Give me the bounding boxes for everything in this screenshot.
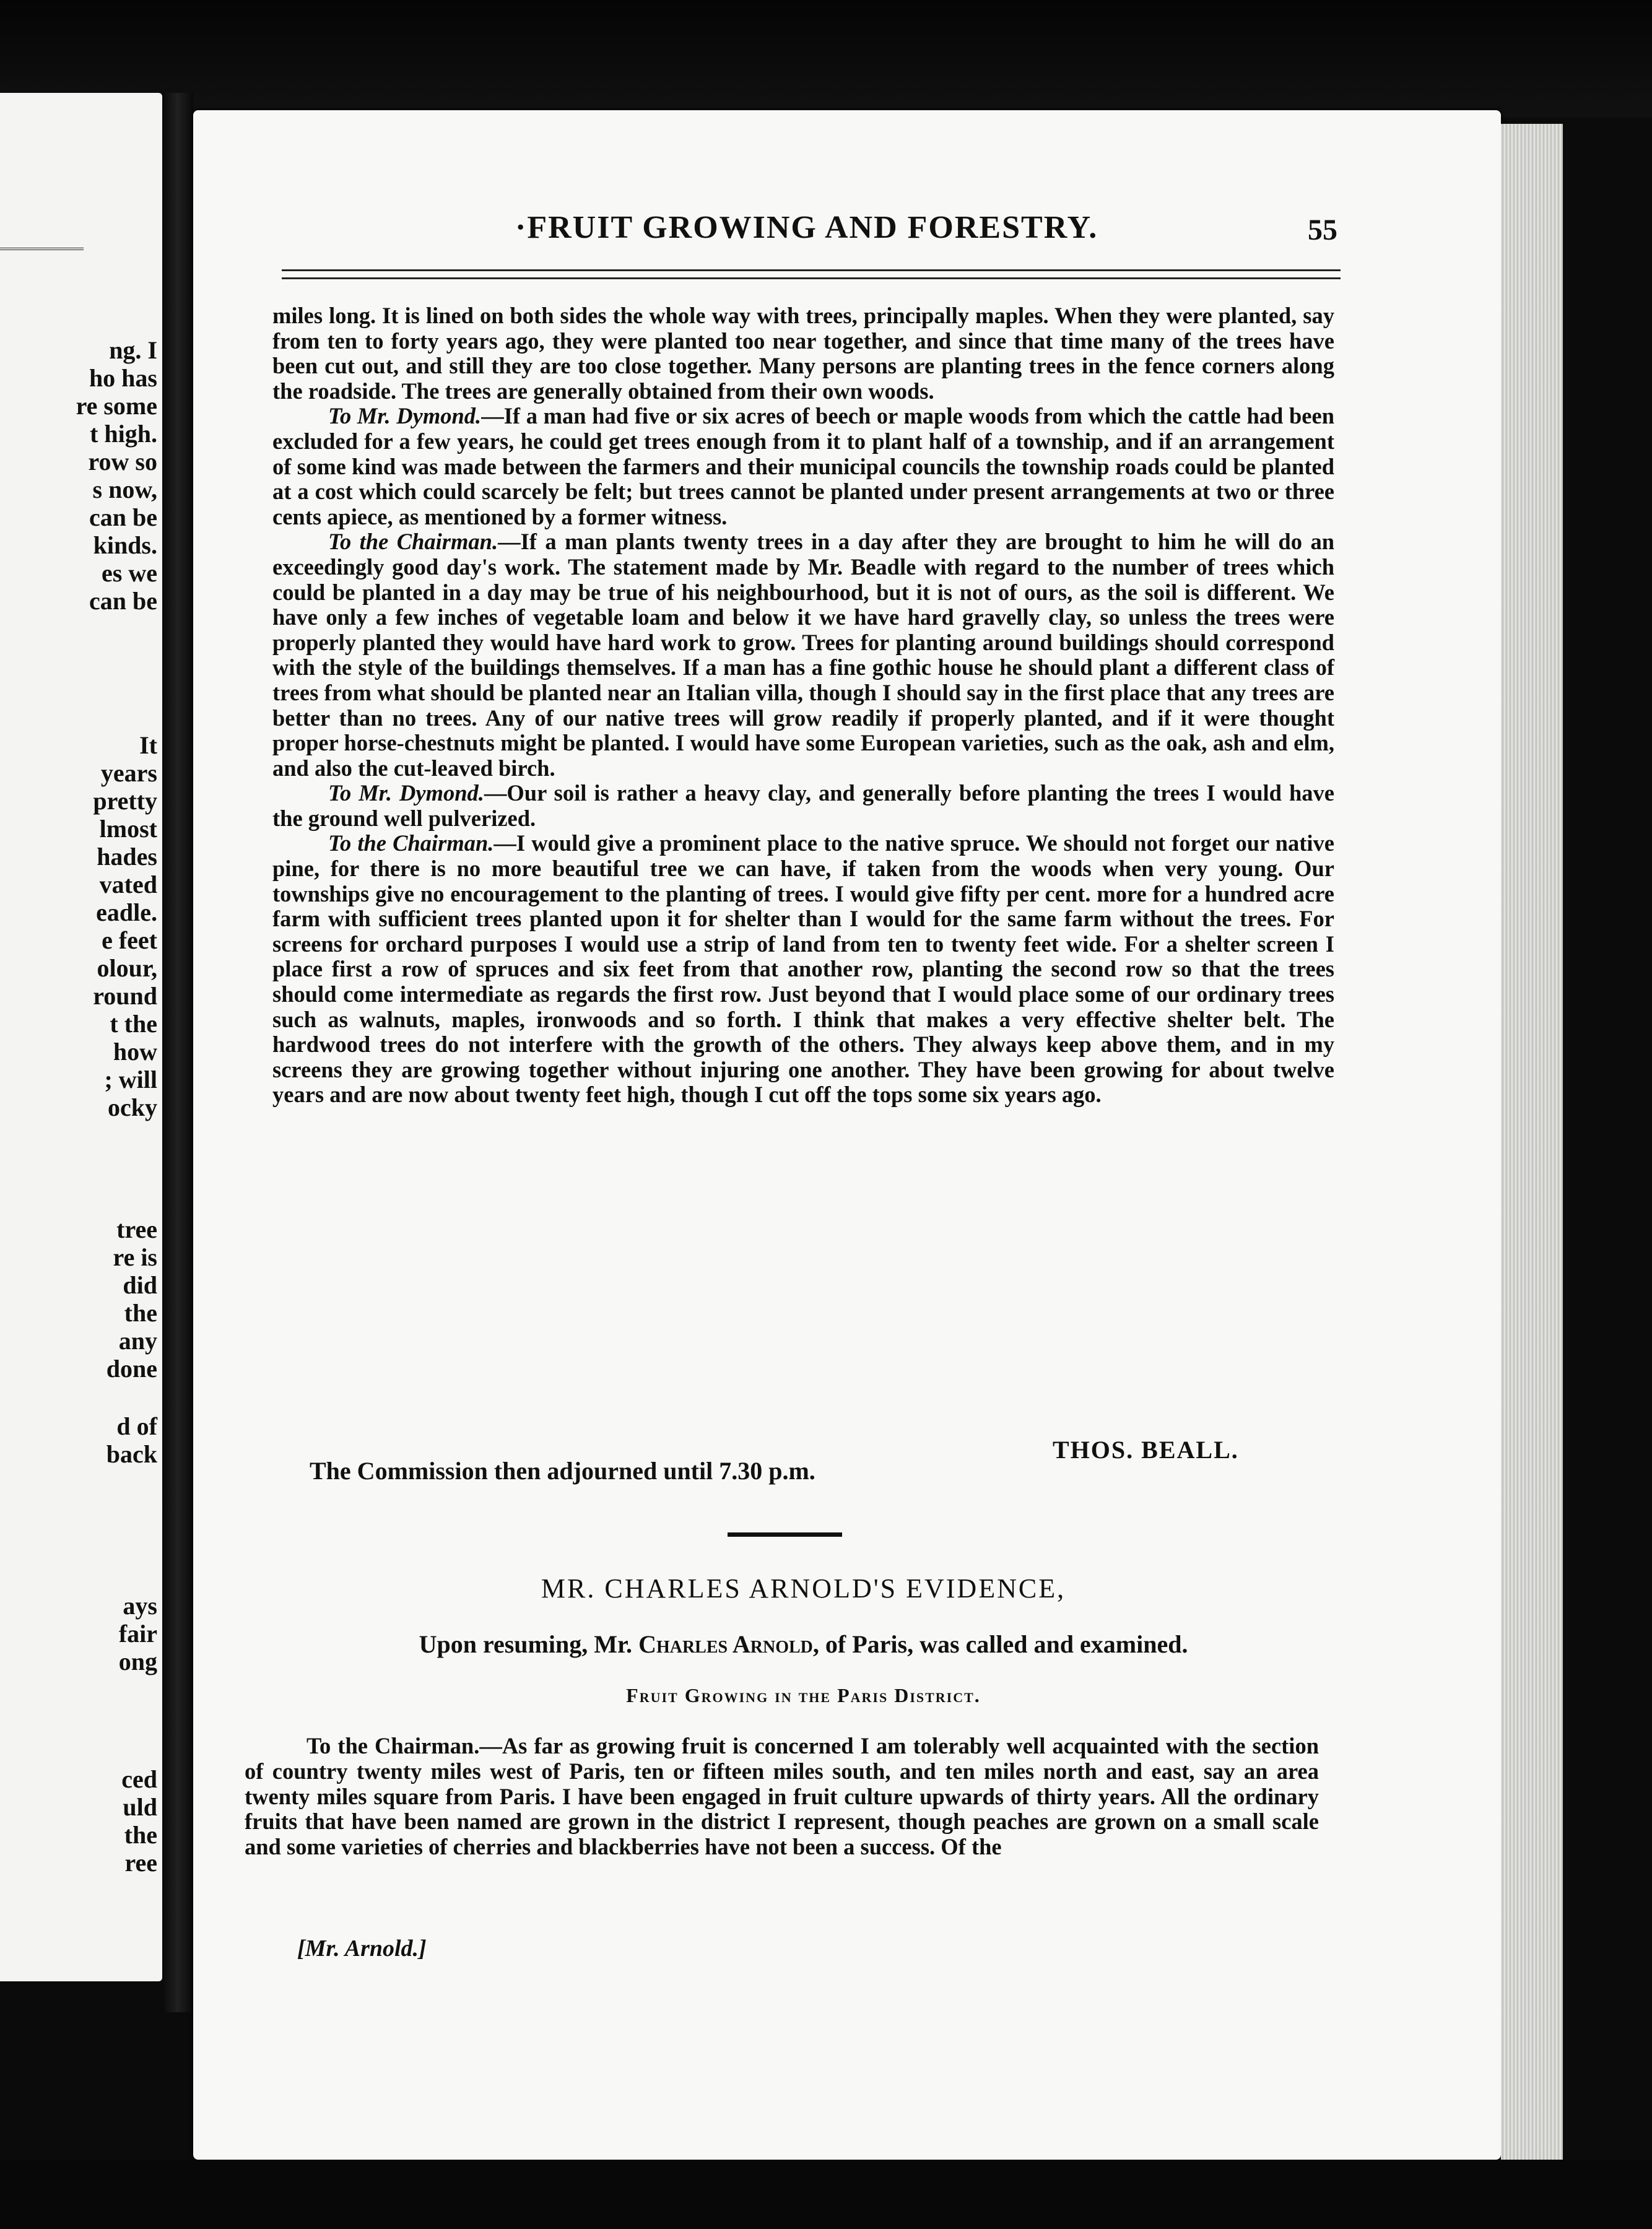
left-line: round: [93, 982, 157, 1010]
paragraph-text: —As far as growing fruit is concerned I am tolerably well acquainted with the section of country twenty miles west of Paris, ten or fifteen miles south, and ten miles north and east, say an area twenty miles square from Paris. I have been engaged in fruit culture upwards of thirty years. All the ordinary fruits that have been named are grown in the district I represent, though peaches are grown on a small scale and some varieties of cherries and blackberries have not been a success. Of the: [245, 1733, 1319, 1860]
left-line: ays: [123, 1592, 157, 1620]
adjournment-note: The Commission then adjourned until 7.30 p.m.: [310, 1457, 815, 1485]
paragraph-text: miles long. It is lined on both sides the whole way with trees, principally maples. When they were planted, say from ten to forty years ago, they were planted too near together, and since that time many of the trees have been cut out, and still they are too close together. Many persons are planting trees in the fence corners along the roadside. The trees are generally obtained from their own woods.: [272, 303, 1334, 404]
subsection-title: Fruit Growing in the Paris District.: [626, 1684, 981, 1706]
left-line: hades: [97, 843, 157, 871]
paragraph: [272, 831, 1334, 1108]
left-line: ng. I: [109, 336, 157, 364]
left-page-fragment: [0, 93, 162, 1981]
left-line: years: [100, 759, 157, 787]
left-line: row so: [88, 448, 157, 476]
paragraph: [272, 529, 1334, 781]
left-line: can be: [89, 587, 157, 615]
left-line: kinds.: [93, 531, 157, 559]
paragraph: [272, 781, 1334, 831]
testimony-body: [272, 303, 1334, 1108]
left-line: back: [106, 1440, 157, 1468]
paragraph-text: —Our soil is rather a heavy clay, and generally before planting the trees I would have the ground well pulverized.: [272, 780, 1335, 831]
left-line: vated: [99, 871, 157, 898]
running-head-title: ·FRUIT GROWING AND FORESTRY.: [515, 210, 1098, 245]
left-line: t high.: [90, 420, 157, 448]
scan-background-bottom: [0, 2160, 1652, 2229]
speaker-label: To the Chairman.: [328, 830, 494, 856]
left-line: ced: [121, 1765, 157, 1793]
left-line: ong: [118, 1648, 157, 1675]
header-double-rule: [282, 269, 1341, 279]
left-page-rule: [0, 248, 84, 250]
intro-before: Upon resuming, Mr.: [419, 1630, 633, 1658]
paragraph: [272, 303, 1334, 404]
scan-background-top: [0, 0, 1652, 118]
left-line: any: [118, 1327, 157, 1355]
speaker-label: To the Chairman.: [306, 1733, 480, 1758]
paragraph: [245, 1734, 1319, 1860]
left-line: d of: [116, 1412, 157, 1440]
speaker-label: To the Chairman.: [328, 529, 498, 555]
paragraph-text: —If a man had five or six acres of beech or maple woods from which the cattle had been excluded for a few years, he could get trees enough from it to plant half of a township, and if an arrangement of some kind was made between the farmers and their municipal councils the township roads could be planted at a cost which could scarcely be felt; but trees cannot be planted under present arrangements at two or three cents apiece, as mentioned by a former witness.: [272, 403, 1334, 529]
left-line: ree: [124, 1849, 157, 1877]
page-number: 55: [1308, 214, 1337, 246]
left-line: ho has: [89, 364, 157, 392]
left-line: re is: [113, 1243, 157, 1271]
left-line: how: [113, 1038, 157, 1066]
left-line: es we: [102, 559, 157, 587]
left-line: fair: [118, 1620, 157, 1648]
left-line: done: [106, 1355, 157, 1383]
page-edges: [1501, 124, 1563, 2186]
left-line: the: [124, 1299, 157, 1327]
left-line: olour,: [97, 954, 157, 982]
paragraph-text: —I would give a prominent place to the native spruce. We should not forget our native pine, for there is no more beautiful tree we can have, if taken from the woods when very young. Our townships give no encouragement to the planting of trees. I would give fifty per cent. more for a hundred acre farm with sufficient trees planted upon it for shelter than I would for the same farm without the trees. For screens for orchard purposes I would use a strip of land from ten to twenty feet wide. For a shelter screen I place first a row of spruces and six feet from that another row, planting the second row so that the trees should come intermediate as regards the first row. Just beyond that I would place some of our ordinary trees such as walnuts, maples, ironwoods and so forth. I think that makes a very effective shelter belt. The hardwood trees do not interfere with the growth of the others. They always keep above them, and in my screens they are growing together without injuring one another. They have been growing for about twelve years and are now about twenty feet high, though I cut off the tops some six years ago.: [272, 830, 1334, 1108]
left-line: eadle.: [96, 898, 157, 926]
left-line: uld: [123, 1793, 157, 1821]
left-line: did: [123, 1271, 157, 1299]
witness-name: Charles Arnold: [638, 1630, 813, 1658]
left-line: It: [139, 731, 157, 759]
left-line: re some: [76, 392, 157, 420]
section-title: MR. CHARLES ARNOLD'S EVIDENCE,: [541, 1573, 1066, 1604]
book-gutter: [162, 93, 193, 2012]
signature: THOS. BEALL.: [1053, 1436, 1239, 1464]
section-divider: [728, 1532, 842, 1537]
left-line: e feet: [102, 926, 157, 954]
speaker-label: To Mr. Dymond.: [328, 403, 482, 429]
arnold-testimony: [245, 1734, 1319, 1860]
left-line: can be: [89, 503, 157, 531]
left-line: lmost: [99, 815, 157, 843]
left-line: s now,: [92, 476, 157, 503]
left-line: the: [124, 1821, 157, 1849]
intro-after: , of Paris, was called and examined.: [812, 1630, 1188, 1658]
paragraph: [272, 404, 1334, 529]
left-line: ; will: [104, 1066, 157, 1093]
section-intro: [272, 1630, 1334, 1659]
paragraph-text: —If a man plants twenty trees in a day after they are brought to him he will do an exceedingly good day's work. The statement made by Mr. Beadle with regard to the number of trees which could be planted in a day may be true of his neighbourhood, but it is not of ours, as the soil is different. We have only a few inches of vegetable loam and below it we have hard gravelly clay, so unless the trees were properly planted they would have hard work to grow. Trees for planting around buildings should correspond with the style of the buildings themselves. If a man has a fine gothic house he should plant a different class of trees from what should be planted near an Italian villa, though I should say in the first place that any trees are better than no trees. Any of our native trees will grow readily if properly planted, and if it were thought proper horse-chestnuts might be planted. I would have some European varieties, such as the oak, ash and elm, and also the cut-leaved birch.: [272, 529, 1334, 781]
left-line: t the: [110, 1010, 157, 1038]
left-line: pretty: [93, 787, 157, 815]
left-line: ocky: [108, 1093, 157, 1121]
speaker-label: To Mr. Dymond.: [328, 780, 484, 806]
left-line: tree: [116, 1215, 157, 1243]
footer-witness-mark: [Mr. Arnold.]: [297, 1936, 427, 1962]
